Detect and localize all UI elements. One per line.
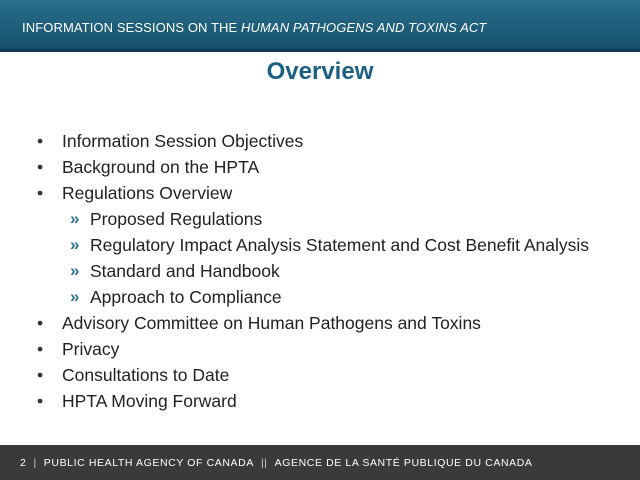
dot-bullet-icon: • xyxy=(37,391,44,411)
sub-bullet-item xyxy=(0,235,640,256)
slide-title: Overview xyxy=(266,58,374,85)
bullet-item xyxy=(0,157,640,178)
chevron-bullet-icon: » xyxy=(70,287,80,306)
bullet-text: Proposed Regulations xyxy=(90,209,263,229)
footer-bar xyxy=(0,445,640,480)
bullet-text: Advisory Committee on Human Pathogens and Toxins xyxy=(62,313,481,333)
footer-text xyxy=(20,457,533,469)
bullet-text: Regulatory Impact Analysis Statement and Cost Benefit Analysis xyxy=(90,235,590,255)
bullet-text: Background on the HPTA xyxy=(62,157,260,177)
bullet-item xyxy=(0,339,640,360)
bullet-item xyxy=(0,131,640,152)
bullet-text: Approach to Compliance xyxy=(90,287,282,307)
bullet-item xyxy=(0,391,640,412)
chevron-bullet-icon: » xyxy=(70,235,80,254)
bullet-text: Information Session Objectives xyxy=(62,131,304,151)
page-number: 2 xyxy=(20,457,27,469)
dot-bullet-icon: • xyxy=(37,313,44,333)
bullet-text: Regulations Overview xyxy=(62,183,233,203)
footer-separator-double: || xyxy=(260,457,268,469)
bullet-list xyxy=(0,131,640,417)
bullet-item xyxy=(0,183,640,204)
dot-bullet-icon: • xyxy=(37,183,44,203)
sub-bullet-item xyxy=(0,287,640,308)
footer-agency-fr: AGENCE DE LA SANTÉ PUBLIQUE DU CANADA xyxy=(274,457,533,469)
bullet-text: Privacy xyxy=(62,339,120,359)
dot-bullet-icon: • xyxy=(37,131,44,151)
bullet-text: Consultations to Date xyxy=(62,365,230,385)
sub-bullet-item xyxy=(0,261,640,282)
sub-bullet-item xyxy=(0,209,640,230)
bullet-text: HPTA Moving Forward xyxy=(62,391,237,411)
header-title-prefix: INFORMATION SESSIONS ON THE xyxy=(22,20,242,35)
bullet-item xyxy=(0,313,640,334)
bullet-item xyxy=(0,365,640,386)
header-title xyxy=(22,20,486,35)
dot-bullet-icon: • xyxy=(37,157,44,177)
chevron-bullet-icon: » xyxy=(70,261,80,280)
dot-bullet-icon: • xyxy=(37,365,44,385)
chevron-bullet-icon: » xyxy=(70,209,80,228)
header-bar xyxy=(0,0,640,52)
dot-bullet-icon: • xyxy=(37,339,44,359)
footer-agency-en: PUBLIC HEALTH AGENCY OF CANADA xyxy=(43,457,254,469)
footer-separator: | xyxy=(33,457,37,469)
bullet-text: Standard and Handbook xyxy=(90,261,280,281)
header-title-emphasis: HUMAN PATHOGENS AND TOXINS ACT xyxy=(241,20,487,35)
